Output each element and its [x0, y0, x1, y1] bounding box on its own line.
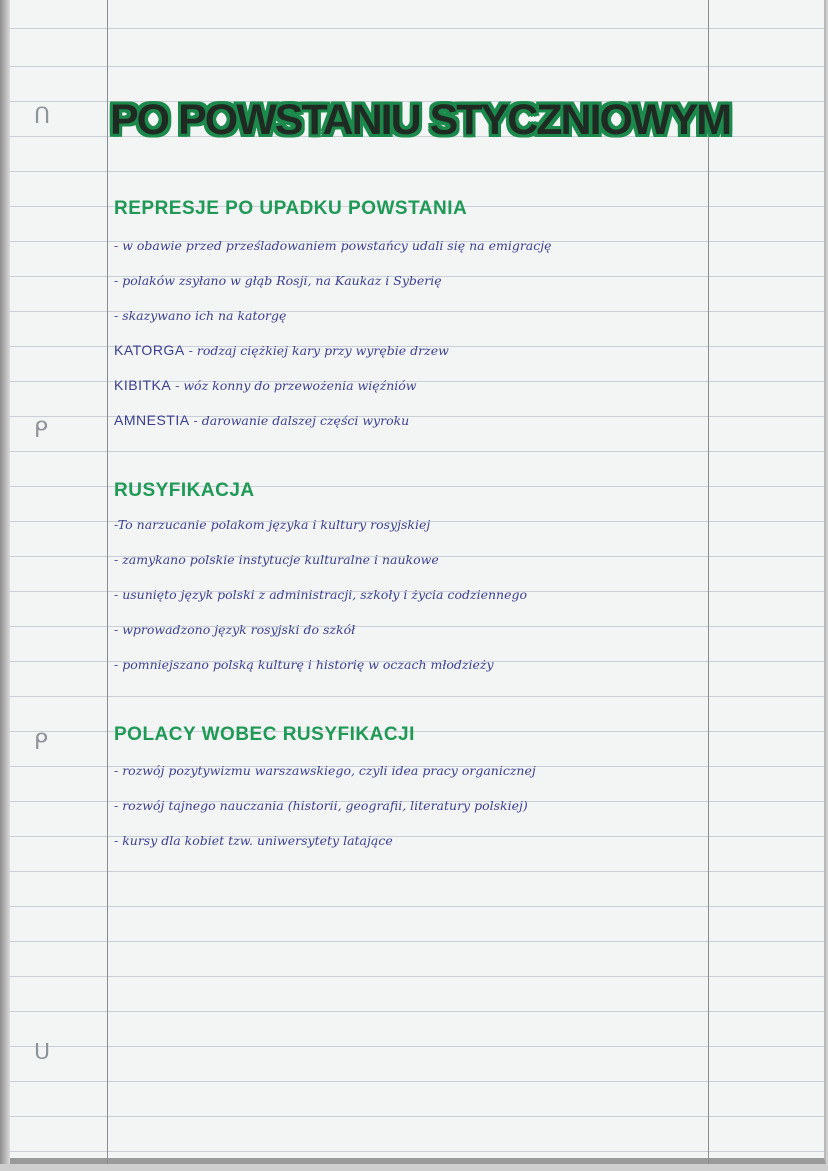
note-line: - rozwój tajnego nauczania (historii, geografii, literatury polskiej)	[114, 798, 528, 813]
note-line: - w obawie przed prześladowaniem powstańcy udali się na emigrację	[114, 238, 552, 253]
binder-hole-icon: ᑭ	[34, 418, 48, 443]
note-line: - skazywano ich na katorgę	[114, 308, 287, 323]
section-heading-polacy-wobec-rusyfikacji: POLACY WOBEC RUSYFIKACJI	[114, 724, 415, 745]
note-line: - zamykano polskie instytucje kulturalne i naukowe	[114, 552, 439, 567]
definition-line	[114, 342, 449, 358]
section-heading-rusyfikacja: RUSYFIKACJA	[114, 480, 255, 501]
binder-hole-icon: ᑎ	[34, 104, 51, 129]
note-line: - pomniejszano polską kulturę i historię w oczach młodzieży	[114, 657, 494, 672]
definition-line	[114, 377, 416, 393]
page-edge-shadow	[0, 0, 10, 1164]
page-title: PO POWSTANIU STYCZNIOWYM	[110, 96, 731, 144]
note-line: - rozwój pozytywizmu warszawskiego, czyli idea pracy organicznej	[114, 763, 536, 778]
note-line: -To narzucanie polakom języka i kultury rosyjskiej	[114, 517, 431, 532]
term-kibitka: KIBITKA	[114, 377, 172, 393]
definition-text: - rodzaj ciężkiej kary przy wyrębie drzew	[184, 343, 449, 358]
note-line: - polaków zsyłano w głąb Rosji, na Kaukaz i Syberię	[114, 273, 442, 288]
section-heading-represje: REPRESJE PO UPADKU POWSTANIA	[114, 198, 468, 219]
note-line: - usunięto język polski z administracji, szkoły i życia codziennego	[114, 587, 528, 602]
note-line: - kursy dla kobiet tzw. uniwersytety latające	[114, 833, 393, 848]
left-margin-line	[107, 0, 108, 1164]
right-margin-line	[708, 0, 709, 1164]
definition-line	[114, 412, 409, 428]
binder-hole-icon: ᑌ	[34, 1040, 51, 1065]
note-line: - wprowadzono język rosyjski do szkół	[114, 622, 356, 637]
binder-hole-icon: ᑭ	[34, 730, 48, 755]
definition-text: - wóz konny do przewożenia więźniów	[171, 378, 417, 393]
term-amnestia: AMNESTIA	[114, 412, 190, 428]
definition-text: - darowanie dalszej części wyroku	[189, 413, 410, 428]
term-katorga: KATORGA	[114, 342, 185, 358]
